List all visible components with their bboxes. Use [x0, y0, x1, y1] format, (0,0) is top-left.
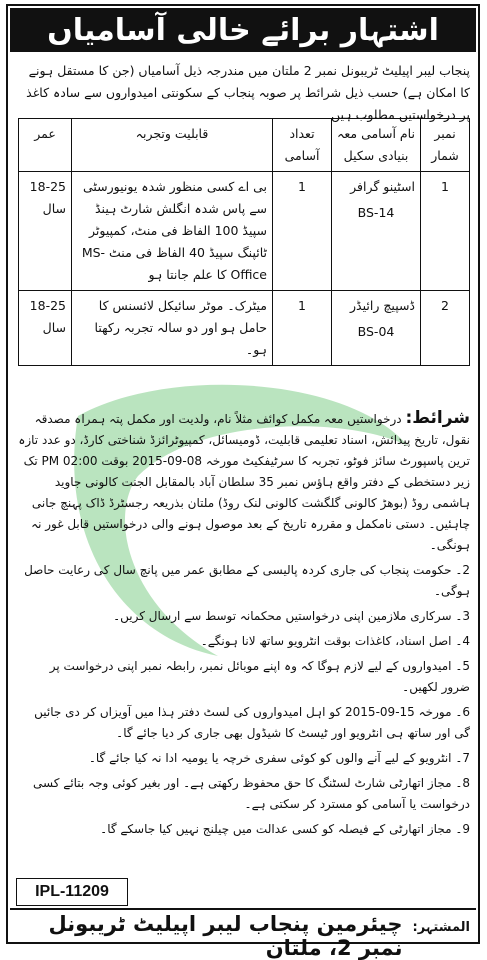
col-post: نام آسامی معہ بنیادی سکیل: [332, 119, 421, 172]
term-7: 7۔ انٹرویو کے لیے آنے والوں کو کوئی سفری خرچہ یا یومیہ ادا نہ کیا جائے گا۔: [88, 751, 470, 765]
row-count: 1: [273, 291, 332, 366]
col-qualification: قابلیت وتجربہ: [72, 119, 273, 172]
row-serial: 2: [421, 291, 470, 366]
term-2: 2۔ حکومت پنجاب کی جاری کردہ پالیسی کے مطابق عمر میں پانچ سال کی رعایت حاصل ہوگی۔: [24, 563, 470, 598]
term-1-text: درخواستیں معہ مکمل کوائف مثلاً نام، ولدیت اور مکمل پتہ ہمراہ مصدقہ نقول، تاریخ پیدائش، اسناد تعلیمی قابلیت، ڈومیسائل، کمپیوٹرائزڈ شناختی کارڈ، دو عدد تازہ ترین پاسپورٹ سائز فوٹو، تجربہ کا سرٹیفکیٹ مورخہ 08-09-2015 بوقت 02:00 PM تک زیر دستخطی کے دفتر واقع ہاؤس نمبر 35 سلطان آباد بالمقابل الجنت کالونی جاوید ہاشمی روڈ (بوھڑ کالونی گلگشت کالونی لنک روڈ) ملتان بذریعہ رجسٹرڈ ڈاک پہنچ جانی چاہئیں۔ دستی نامکمل و مقررہ تاریخ کے بعد موصول ہونے والی درخواستیں قابل غور نہ ہونگی۔: [18, 412, 470, 552]
row-post: [332, 291, 421, 366]
ad-title-banner: [10, 8, 476, 52]
row-serial: 1: [421, 172, 470, 291]
row-qualification: بی اے کسی منظور شدہ یونیورسٹی سے پاس شدہ انگلش شارٹ ہینڈ سپیڈ 100 الفاظ فی منٹ، کمپیوٹر ٹائپنگ سپیڈ 40 الفاظ فی منٹ MS-Office کا علم جانتا ہو: [72, 172, 273, 291]
ad-title: اشتہار برائے خالی آسامیاں: [47, 12, 439, 48]
intro-paragraph: پنجاب لیبر اپیلیٹ ٹریبونل نمبر 2 ملتان میں مندرجہ ذیل آسامیاں (جن کا مستقل ہونے کا امکان ہے) حسب ذیل شرائط پر صوبہ پنجاب کے سکونتی امیدواروں سے سادہ کاغذ پر درخواستیں مطلوب ہیں۔: [26, 63, 470, 122]
vacancies-table: [18, 118, 470, 366]
advertiser-name: چیئرمین پنجاب لیبر اپیلیٹ ٹریبونل نمبر 2، ملتان: [48, 912, 403, 960]
post-grade: BS-14: [357, 205, 395, 220]
reference-number: IPL-11209: [16, 878, 128, 906]
row-age: 18-25 سال: [19, 172, 72, 291]
advertisement-page: [6, 4, 480, 960]
row-qualification: میٹرک۔ موٹر سائیکل لائسنس کا حامل ہو اور دو سالہ تجربہ رکھتا ہو۔: [72, 291, 273, 366]
col-count: تعداد آسامی: [273, 119, 332, 172]
post-name: اسٹینو گرافر: [350, 179, 415, 194]
col-serial: نمبر شمار: [421, 119, 470, 172]
terms-heading: شرائط:: [405, 408, 470, 428]
term-5: 5۔ امیدواروں کے لیے لازم ہوگا کہ وہ اپنے موبائل نمبر، رابطہ نمبر اپنی درخواست پر ضرور لکھیں۔: [49, 659, 470, 694]
row-count: 1: [273, 172, 332, 291]
term-9: 9۔ مجاز اتھارٹی کے فیصلہ کو کسی عدالت میں چیلنج نہیں کیا جاسکے گا۔: [100, 822, 470, 836]
post-grade: BS-04: [357, 324, 395, 339]
table-header-row: [19, 119, 470, 172]
post-name: ڈسپیچ رائیڈر: [350, 298, 415, 313]
col-age: عمر: [19, 119, 72, 172]
table-row: [19, 172, 470, 291]
term-4: 4۔ اصل اسناد، کاغذات بوقت انٹرویو ساتھ لانا ہونگے۔: [200, 634, 470, 648]
advertiser-footer: [18, 912, 470, 960]
terms-section: [18, 408, 470, 844]
table-row: [19, 291, 470, 366]
term-6: 6۔ مورخہ 15-09-2015 کو اہل امیدواروں کی لسٹ دفتر ہذا میں آویزاں کر دی جائیں گی اور ساتھ ہی انٹرویو اور ٹیسٹ کا شیڈول بھی جاری کر دیا جائے گا۔: [34, 705, 470, 740]
term-8: 8۔ مجاز اتھارٹی شارٹ لسٹنگ کا حق محفوظ رکھتی ہے۔ اور بغیر کوئی وجہ بتائے کسی درخواست یا آسامی کو مسترد کر سکتی ہے۔: [33, 776, 470, 811]
term-1: [18, 408, 470, 556]
row-post: [332, 172, 421, 291]
advertiser-label: المشتہر:: [412, 920, 470, 935]
footer-divider: [10, 908, 476, 910]
row-age: 18-25 سال: [19, 291, 72, 366]
term-3: 3۔ سرکاری ملازمین اپنی درخواستیں محکمانہ توسط سے ارسال کریں۔: [113, 609, 470, 623]
